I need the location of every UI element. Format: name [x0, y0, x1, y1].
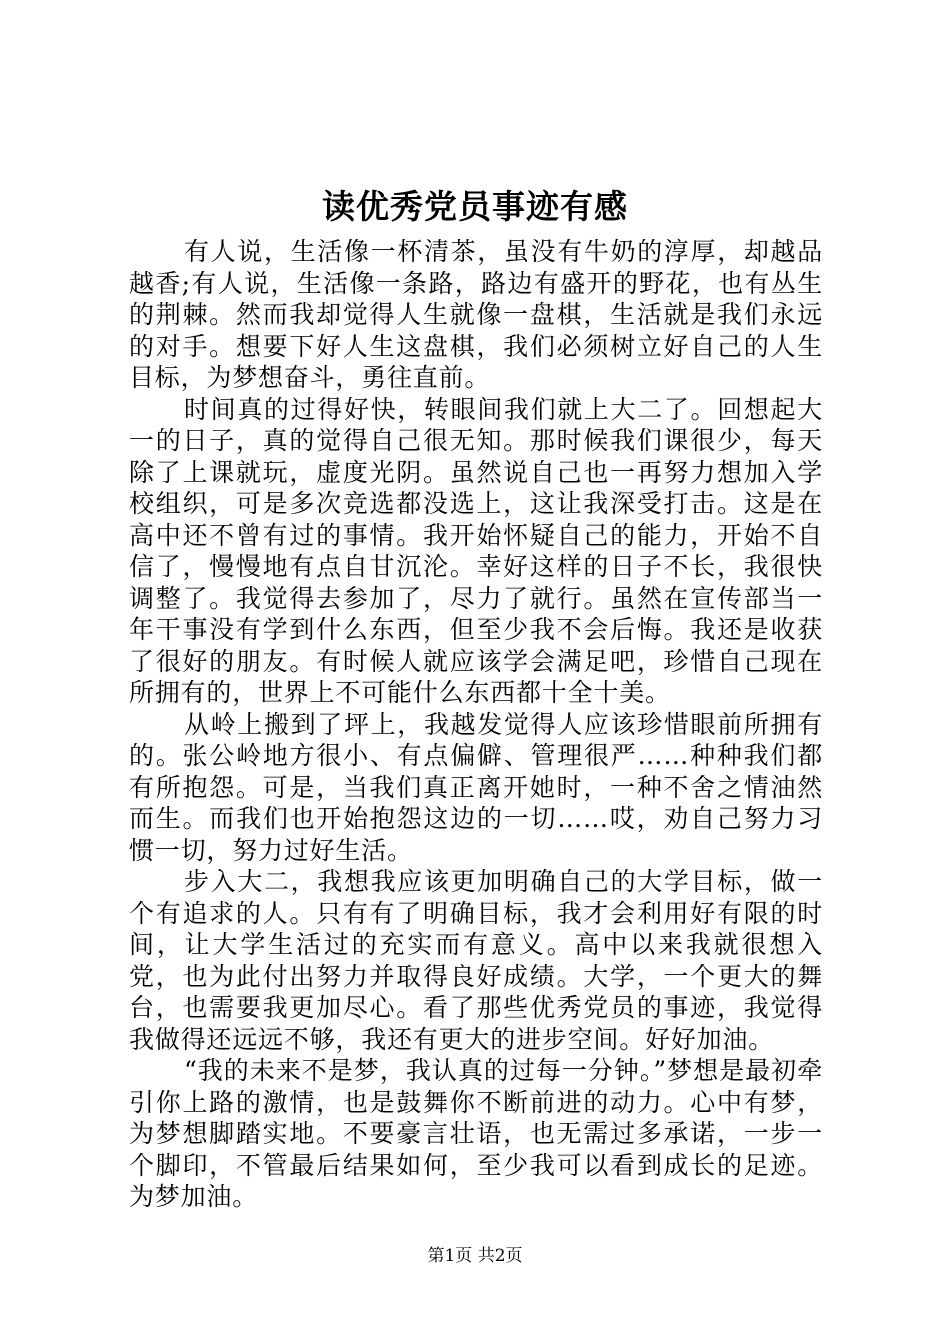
document-body	[129, 236, 823, 1213]
paragraph-3: 从岭上搬到了坪上，我越发觉得人应该珍惜眼前所拥有的。张公岭地方很小、有点偏僻、管理很严……种种我们都有所抱怨。可是，当我们真正离开她时，一种不舍之情油然而生。而我们也开始抱怨这边的一切……哎，劝自己努力习惯一切，努力过好生活。	[129, 709, 823, 865]
paragraph-5: “我的未来不是梦，我认真的过每一分钟。”梦想是最初牵引你上路的激情，也是鼓舞你不断前进的动力。心中有梦，为梦想脚踏实地。不要豪言壮语，也无需过多承诺，一步一个脚印，不管最后结果如何，至少我可以看到成长的足迹。为梦加油。	[129, 1056, 823, 1211]
paragraph-1: 有人说，生活像一杯清茶，虽没有牛奶的淳厚，却越品越香;有人说，生活像一条路，路边有盛开的野花，也有丛生的荆棘。然而我却觉得人生就像一盘棋，生活就是我们永远的对手。想要下好人生这盘棋，我们必须树立好自己的人生目标，为梦想奋斗，勇往直前。	[129, 237, 823, 392]
paragraph-4: 步入大二，我想我应该更加明确自己的大学目标，做一个有追求的人。只有有了明确目标，我才会利用好有限的时间，让大学生活过的充实而有意义。高中以来我就很想入党，也为此付出努力并取得良好成绩。大学，一个更大的舞台，也需要我更加尽心。看了那些优秀党员的事迹，我觉得我做得还远远不够，我还有更大的进步空间。好好加油。	[129, 867, 823, 1054]
paragraph-2: 时间真的过得好快，转眼间我们就上大二了。回想起大一的日子，真的觉得自己很无知。那时候我们课很少，每天除了上课就玩，虚度光阴。虽然说自己也一再努力想加入学校组织，可是多次竞选都没选上，这让我深受打击。这是在高中还不曾有过的事情。我开始怀疑自己的能力，开始不自信了，慢慢地有点自甘沉沦。幸好这样的日子不长，我很快调整了。我觉得去参加了，尽力了就行。虽然在宣传部当一年干事没有学到什么东西，但至少我不会后悔。我还是收获了很好的朋友。有时候人就应该学会满足吧，珍惜自己现在所拥有的，世界上不可能什么东西都十全十美。	[129, 394, 823, 707]
document-title: 读优秀党员事迹有感	[322, 187, 628, 226]
page-number-footer: 第1页 共2页	[427, 1246, 523, 1266]
